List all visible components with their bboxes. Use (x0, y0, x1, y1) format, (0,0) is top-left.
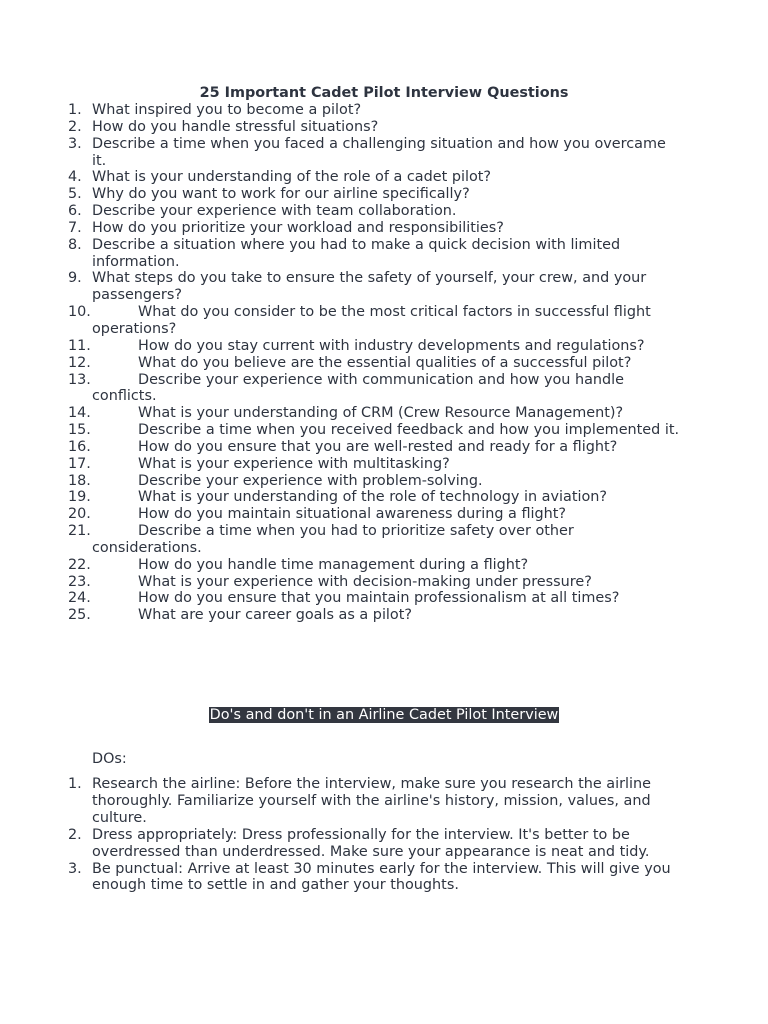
item-text: How do you stay current with industry developments and regulations? (138, 337, 645, 354)
item-text: How do you maintain situational awareness during a flight? (138, 506, 567, 523)
item-text: Describe a situation where you had to make a quick decision with limited information. (92, 236, 621, 270)
item-number: 18. (68, 472, 91, 489)
list-item (0, 776, 682, 827)
item-number: 7. (68, 219, 82, 236)
item-number: 16. (68, 438, 91, 455)
list-item (0, 237, 682, 271)
item-text: Why do you want to work for our airline specifically? (92, 186, 470, 203)
list-item (0, 338, 682, 355)
questions-list (0, 102, 768, 624)
item-number: 3. (68, 860, 82, 877)
item-number: 1. (68, 102, 82, 118)
list-item (0, 506, 682, 523)
list-item (0, 102, 682, 119)
list-item (0, 270, 682, 304)
item-number: 12. (68, 354, 91, 371)
item-number: 19. (68, 489, 91, 506)
item-text: What do you consider to be the most critical factors in successful flight operations? (92, 304, 651, 337)
item-number: 24. (68, 590, 91, 607)
item-number: 4. (68, 169, 82, 186)
list-item (0, 372, 682, 406)
item-text: What steps do you take to ensure the safety of yourself, your crew, and your passengers? (92, 270, 647, 304)
list-item (0, 169, 682, 186)
item-number: 3. (68, 135, 82, 152)
item-number: 1. (68, 776, 82, 792)
list-item (0, 827, 682, 861)
item-number: 6. (68, 203, 82, 220)
item-number: 25. (68, 607, 91, 624)
item-text: What is your understanding of the role of technology in aviation? (138, 489, 608, 506)
list-item (0, 523, 682, 557)
item-number: 20. (68, 506, 91, 523)
list-item (0, 473, 682, 490)
item-text: Describe a time when you faced a challenging situation and how you overcame it. (92, 135, 666, 169)
item-text: Describe a time when you received feedback and how you implemented it. (138, 422, 680, 439)
list-item (0, 861, 682, 895)
item-text: How do you ensure that you are well-rested and ready for a flight? (138, 438, 618, 455)
item-text: What are your career goals as a pilot? (138, 607, 413, 624)
item-number: 21. (68, 523, 91, 540)
section-heading (0, 706, 768, 724)
item-number: 11. (68, 337, 91, 354)
list-item (0, 489, 682, 506)
item-text: What is your understanding of CRM (Crew Resource Management)? (138, 405, 624, 422)
item-text: How do you handle time management during a flight? (138, 556, 529, 573)
item-text: What is your experience with decision-making under pressure? (138, 573, 592, 590)
item-number: 23. (68, 573, 91, 590)
item-text: Dress appropriately: Dress professionally for the interview. It's better to be overdressed than underdressed. Make sure your appearance is neat and tidy. (92, 826, 650, 860)
section-heading-text: Do's and don't in an Airline Cadet Pilot Interview (209, 707, 559, 723)
list-item (0, 574, 682, 591)
item-text: Be punctual: Arrive at least 30 minutes early for the interview. This will give you enough time to settle in and gather your thoughts. (92, 860, 671, 894)
item-number: 22. (68, 556, 91, 573)
item-number: 2. (68, 826, 82, 843)
list-item (0, 203, 682, 220)
item-text: What is your understanding of the role of a cadet pilot? (92, 169, 492, 186)
list-item (0, 590, 682, 607)
item-number: 17. (68, 455, 91, 472)
item-number: 9. (68, 270, 82, 287)
dos-label: DOs: (92, 751, 127, 767)
list-item (0, 119, 682, 136)
list-item (0, 355, 682, 372)
list-item (0, 220, 682, 237)
item-number: 15. (68, 422, 91, 439)
page-title: 25 Important Cadet Pilot Interview Questions (199, 85, 569, 101)
item-number: 5. (68, 186, 82, 203)
item-number: 10. (68, 304, 91, 321)
item-text: What is your experience with multitasking? (138, 455, 450, 472)
item-number: 13. (68, 371, 91, 388)
item-number: 8. (68, 236, 82, 253)
item-text: Describe your experience with problem-solving. (138, 472, 483, 489)
dos-list (0, 776, 768, 894)
list-item (0, 136, 682, 170)
item-text: Describe your experience with communication and how you handle conflicts. (92, 371, 625, 405)
item-text: What inspired you to become a pilot? (92, 102, 362, 118)
list-item (0, 439, 682, 456)
item-number: 2. (68, 118, 82, 135)
list-item (0, 422, 682, 439)
item-number: 14. (68, 405, 91, 422)
item-text: Describe your experience with team collaboration. (92, 203, 457, 220)
list-item (0, 456, 682, 473)
list-item (0, 405, 682, 422)
item-text: How do you ensure that you maintain professionalism at all times? (138, 590, 620, 607)
item-text: Research the airline: Before the interview, make sure you research the airline thoroughly. Familiarize yourself with the airline's history, mission, values, and culture. (92, 776, 652, 826)
list-item (0, 304, 682, 338)
list-item (0, 607, 682, 624)
item-text: Describe a time when you had to prioritize safety over other considerations. (92, 523, 574, 556)
list-item (0, 557, 682, 574)
list-item (0, 186, 682, 203)
item-text: How do you handle stressful situations? (92, 118, 379, 135)
item-text: What do you believe are the essential qualities of a successful pilot? (138, 354, 632, 371)
item-text: How do you prioritize your workload and responsibilities? (92, 219, 504, 236)
